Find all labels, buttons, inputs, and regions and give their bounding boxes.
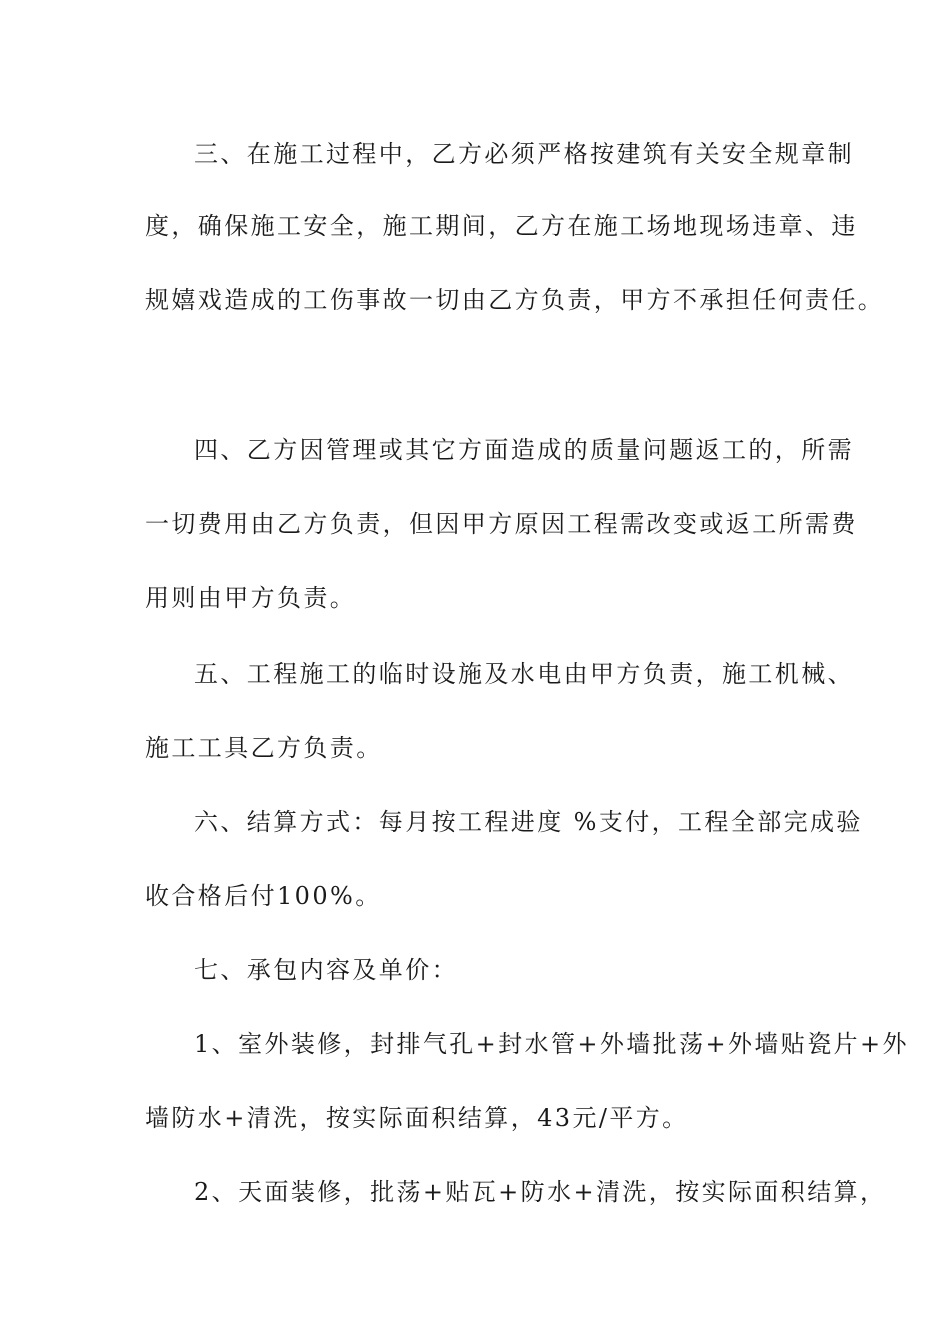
- section-6-line-2: 收合格后付100%。: [145, 882, 382, 910]
- section-5-line-2: 施工工具乙方负责。: [145, 734, 383, 762]
- section-5-line-1: 五、工程施工的临时设施及水电由甲方负责，施工机械、: [194, 660, 854, 688]
- section-3-line-2: 度，确保施工安全，施工期间，乙方在施工场地现场违章、违: [145, 212, 858, 240]
- section-3-line-3: 规嬉戏造成的工伤事故一切由乙方负责，甲方不承担任何责任。: [145, 286, 885, 314]
- section-6-line-1: 六、结算方式：每月按工程进度 %支付，工程全部完成验: [194, 808, 863, 836]
- section-7-heading: 七、承包内容及单价：: [194, 956, 458, 984]
- section-3-line-1: 三、在施工过程中，乙方必须严格按建筑有关安全规章制: [194, 140, 854, 168]
- section-4-line-2: 一切费用由乙方负责，但因甲方原因工程需改变或返工所需费: [145, 510, 858, 538]
- section-4-line-3: 用则由甲方负责。: [145, 584, 357, 612]
- item-2-line-1: 2、天面装修，批荡+贴瓦+防水+清洗，按实际面积结算，: [194, 1178, 887, 1206]
- item-1-line-2: 墙防水+清洗，按实际面积结算，43元/平方。: [145, 1104, 689, 1132]
- section-4-line-1: 四、乙方因管理或其它方面造成的质量问题返工的，所需: [194, 436, 854, 464]
- item-1-line-1: 1、室外装修，封排气孔+封水管+外墙批荡+外墙贴瓷片+外: [194, 1030, 909, 1058]
